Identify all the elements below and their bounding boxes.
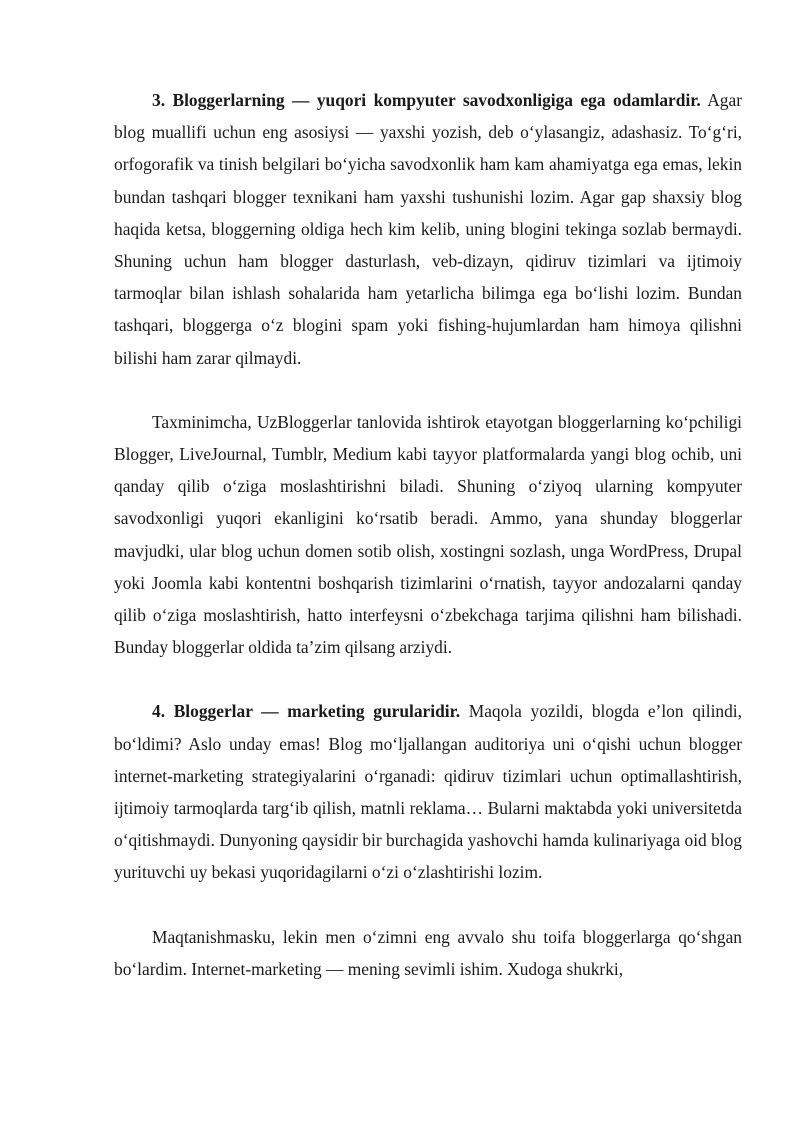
document-page	[114, 84, 742, 985]
section-heading-4: 4. Bloggerlar — marketing gurularidir.	[152, 701, 461, 722]
paragraph-text: Maqtanishmasku, lekin men o‘zimni eng avvalo shu toifa bloggerlarga qo‘shgan bo‘lardim. Internet-marketing — mening sevimli ishim. Xudoga shukrki,	[114, 926, 742, 979]
paragraph-text: Maqola yozildi, blogda e’lon qilindi, bo‘ldimi? Aslo unday emas! Blog mo‘ljallangan auditoriya uni o‘qishi uchun blogger internet-marketing strategiyalarini o‘rganadi: qidiruv tizimlari uchun optimallashtirish, ijtimoiy tarmoqlarda targ‘ib qilish, matnli reklama… Bularni maktabda yoki universitetda o‘qitishmaydi. Dunyoning qaysidir bir burchagida yashovchi hamda kulinariyaga oid blog yurituvchi uy bekasi yuqoridagilarni o‘zi o‘zlashtirishi lozim.	[114, 701, 742, 883]
section-heading-3: 3. Bloggerlarning — yuqori kompyuter savodxonligiga ega odamlardir.	[152, 90, 701, 110]
paragraph-gap	[114, 663, 742, 695]
paragraph-text: Taxminimcha, UzBloggerlar tanlovida ishtirok etayotgan bloggerlarning ko‘pchiligi Blogger, LiveJournal, Tumblr, Medium kabi tayyor platformalarda yangi blog ochib, uni qanday qilib o‘ziga moslashtirishni biladi. Shuning o‘ziyoq ularning kompyuter savodxonligi yuqori ekanligini ko‘rsatib beradi. Ammo, yana shunday bloggerlar mavjudki, ular blog uchun domen sotib olish, xostingni sozlash, unga WordPress, Drupal yoki Joomla kabi kontentni boshqarish tizimlarini o‘rnatish, tayyor andozalarni qanday qilib o‘ziga moslashtirish, hatto interfeysni o‘zbekchaga tarjima qilishni ham bilishadi. Bunday bloggerlar oldida ta’zim qilsang arziydi.	[114, 411, 742, 658]
paragraph-text: Agar blog muallifi uchun eng asosiysi — yaxshi yozish, deb o‘ylasangiz, adashasiz. To‘g‘ri, orfogorafik va tinish belgilari bo‘yicha savodxonlik ham kam ahamiyatga ega emas, lekin bundan tashqari blogger texnikani ham yaxshi tushunishi lozim. Agar gap shaxsiy blog haqida ketsa, bloggerning oldiga hech kim kelib, uning blogini tekinga sozlab bermaydi. Shuning uchun ham blogger dasturlash, veb-dizayn, qidiruv tizimlari va ijtimoiy tarmoqlar bilan ishlash sohalarida ham yetarlicha bilimga ega bo‘lishi lozim. Bundan tashqari, bloggerga o‘z blogini spam yoki fishing-hujumlardan ham himoya qilishni bilishi ham zarar qilmaydi.	[114, 90, 742, 368]
paragraph-gap	[114, 889, 742, 921]
paragraph-gap	[114, 374, 742, 406]
paragraph-marketing-gurus	[114, 695, 742, 888]
paragraph-internet-marketing	[114, 921, 742, 985]
paragraph-computer-literacy	[114, 84, 742, 374]
paragraph-uzbloggerlar	[114, 406, 742, 664]
